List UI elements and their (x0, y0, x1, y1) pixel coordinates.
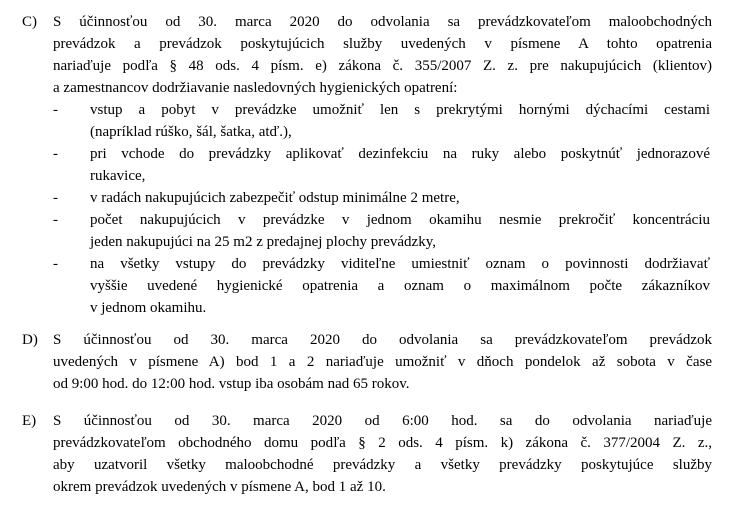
section-e-line-3: aby uzatvoril všetky maloobchodné prevádzky a všetky prevádzky poskytujúce služby (53, 457, 712, 473)
section-e-line-1: S účinnosťou od 30. marca 2020 od 6:00 hod. sa do odvolania nariaďuje (53, 413, 712, 429)
bullet-5-line-2: vyššie uvedené hygienické opatrenia a oznam o maximálnom počte zákazníkov (90, 278, 710, 294)
bullet-1-line-1: vstup a pobyt v prevádzke umožniť len s prekrytými hornými dýchacími cestami (90, 102, 710, 118)
bullet-1-line-2: (napríklad rúško, šál, šatka, atď.), (90, 124, 292, 140)
section-d-line-3: od 9:00 hod. do 12:00 hod. vstup iba osobám nad 65 rokov. (53, 376, 410, 392)
bullet-dash: - (53, 102, 58, 118)
bullet-dash: - (53, 212, 58, 228)
bullet-5-line-3: v jednom okamihu. (90, 300, 207, 316)
bullet-dash: - (53, 190, 58, 206)
section-c-line-2: prevádzok a prevádzok poskytujúcich služby uvedených v písmene A tohto opatrenia (53, 36, 712, 52)
section-c-line-3: nariaďuje podľa § 48 ods. 4 písm. e) zákona č. 355/2007 Z. z. pre nakupujúcich (klientov) (53, 58, 712, 74)
section-c-line-1: S účinnosťou od 30. marca 2020 do odvolania sa prevádzkovateľom maloobchodných (53, 14, 712, 30)
bullet-5-line-1: na všetky vstupy do prevádzky viditeľne umiestniť oznam o povinnosti dodržiavať (90, 256, 710, 272)
section-d-line-1: S účinnosťou od 30. marca 2020 do odvolania sa prevádzkovateľom prevádzok (53, 332, 712, 348)
section-e-marker: E) (22, 413, 37, 429)
bullet-4-line-2: jeden nakupujúci na 25 m2 z predajnej plochy prevádzky, (90, 234, 436, 250)
section-d-line-2: uvedených v písmene A) bod 1 a 2 nariaďuje umožniť v dňoch pondelok až sobota v čase (53, 354, 712, 370)
section-e-line-2: prevádzkovateľom obchodného domu podľa § 2 ods. 4 písm. k) zákona č. 377/2004 Z. z., (53, 435, 712, 451)
bullet-4-line-1: počet nakupujúcich v prevádzke v jednom okamihu nesmie prekročiť koncentráciu (90, 212, 710, 228)
bullet-2-line-1: pri vchode do prevádzky aplikovať dezinfekciu na ruky alebo poskytnúť jednorazové (90, 146, 710, 162)
section-c-marker: C) (22, 14, 37, 30)
bullet-dash: - (53, 256, 58, 272)
section-c-line-4: a zamestnancov dodržiavanie nasledovných hygienických opatrení: (53, 80, 458, 96)
bullet-dash: - (53, 146, 58, 162)
section-d-marker: D) (22, 332, 38, 348)
bullet-2-line-2: rukavice, (90, 168, 146, 184)
section-e-line-4: okrem prevádzok uvedených v písmene A, bod 1 až 10. (53, 479, 386, 495)
bullet-3-line-1: v radách nakupujúcich zabezpečiť odstup minimálne 2 metre, (90, 190, 460, 206)
